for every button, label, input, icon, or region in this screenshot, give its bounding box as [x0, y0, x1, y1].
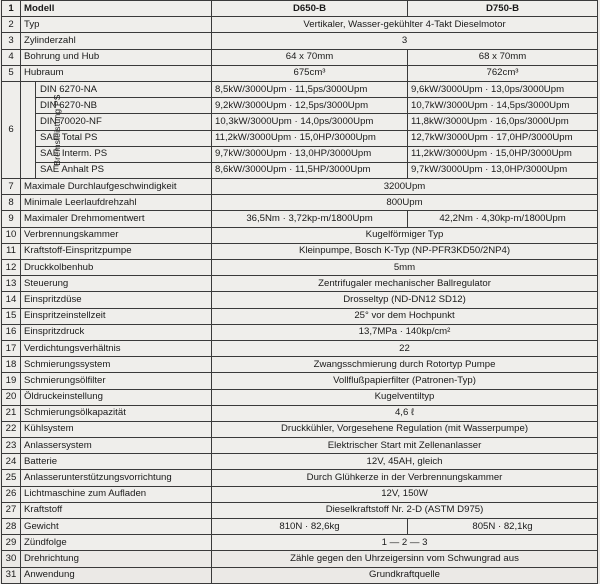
- row-label: Anlasserunterstützungsvorrichtung: [21, 470, 212, 486]
- value-shared: Zähle gegen den Uhrzeigersinn vom Schwungrad aus: [212, 551, 598, 567]
- row-number: 7: [2, 179, 21, 195]
- value-shared: 22: [212, 340, 598, 356]
- row-label: Lichtmaschine zum Aufladen: [21, 486, 212, 502]
- row-label: Einspritzeinstellzeit: [21, 308, 212, 324]
- row-number: 17: [2, 340, 21, 356]
- value-shared: Kugelventiltyp: [212, 389, 598, 405]
- value-d650b: 36,5Nm · 3,72kp-m/1800Upm: [212, 211, 408, 227]
- spec-row: [2, 308, 598, 324]
- header-label: Modell: [21, 1, 212, 17]
- row-number: 5: [2, 65, 21, 81]
- spec-row: [2, 389, 598, 405]
- value-shared: Elektrischer Start mit Zellenanlasser: [212, 438, 598, 454]
- spec-row: [2, 243, 598, 259]
- row-label: DIN 6270-NA: [36, 81, 212, 97]
- row-number: 23: [2, 438, 21, 454]
- row-label: Gewicht: [21, 519, 212, 535]
- value-d750b: 805N · 82,1kg: [408, 519, 598, 535]
- value-shared: Grundkraftquelle: [212, 567, 598, 583]
- value-shared: 4,6 ℓ: [212, 405, 598, 421]
- row-label: Schmierungsölkapazität: [21, 405, 212, 421]
- row-label: Öldruckeinstellung: [21, 389, 212, 405]
- row-number: 31: [2, 567, 21, 583]
- row-label: SAE Anhalt PS: [36, 162, 212, 178]
- row-number: 14: [2, 292, 21, 308]
- spec-row: [2, 227, 598, 243]
- spec-row: [2, 114, 598, 130]
- spec-row: [2, 179, 598, 195]
- row-label: Einspritzdüse: [21, 292, 212, 308]
- row-number: 4: [2, 49, 21, 65]
- spec-table-body: [2, 1, 598, 584]
- row-label: Steuerung: [21, 276, 212, 292]
- spec-row: [2, 17, 598, 33]
- row-label: Bohrung und Hub: [21, 49, 212, 65]
- value-shared: Zentrifugaler mechanischer Ballregulator: [212, 276, 598, 292]
- value-d650b: 8,6kW/3000Upm · 11,5HP/3000Upm: [212, 162, 408, 178]
- value-shared: 25° vor dem Hochpunkt: [212, 308, 598, 324]
- value-shared: Druckkühler, Vorgesehene Regulation (mit Wasserpumpe): [212, 421, 598, 437]
- value-d750b: 68 x 70mm: [408, 49, 598, 65]
- row-label: Hubraum: [21, 65, 212, 81]
- row-label: Kraftstoff: [21, 502, 212, 518]
- row-number: 27: [2, 502, 21, 518]
- row-number: 16: [2, 324, 21, 340]
- value-shared: 3: [212, 33, 598, 49]
- row-number: 20: [2, 389, 21, 405]
- value-shared: 12V, 45AH, gleich: [212, 454, 598, 470]
- value-d750b: 9,6kW/3000Upm · 13,0ps/3000Upm: [408, 81, 598, 97]
- value-d650b: 64 x 70mm: [212, 49, 408, 65]
- value-d750b: 11,8kW/3000Upm · 16,0ps/3000Upm: [408, 114, 598, 130]
- spec-row: [2, 324, 598, 340]
- row-label: Einspritzdruck: [21, 324, 212, 340]
- row-label: Schmierungssystem: [21, 357, 212, 373]
- row-label: Typ: [21, 17, 212, 33]
- value-shared: 12V, 150W: [212, 486, 598, 502]
- spec-row: [2, 438, 598, 454]
- engine-spec-table: [1, 0, 598, 584]
- row-label: Minimale Leerlaufdrehzahl: [21, 195, 212, 211]
- spec-row: [2, 405, 598, 421]
- row-number: 24: [2, 454, 21, 470]
- row-number: 3: [2, 33, 21, 49]
- row-number: 6: [2, 81, 21, 178]
- row-label: Anlassersystem: [21, 438, 212, 454]
- value-shared: 13,7MPa · 140kp/cm²: [212, 324, 598, 340]
- row-number: 15: [2, 308, 21, 324]
- spec-row: [2, 33, 598, 49]
- spec-row: [2, 373, 598, 389]
- row-label: Batterie: [21, 454, 212, 470]
- spec-row: [2, 260, 598, 276]
- row-label: Maximaler Drehmomentwert: [21, 211, 212, 227]
- spec-row: [2, 340, 598, 356]
- row-number: 30: [2, 551, 21, 567]
- row-number: 13: [2, 276, 21, 292]
- value-shared: 800Upm: [212, 195, 598, 211]
- row-number: 10: [2, 227, 21, 243]
- row-label: DIN 70020-NF: [36, 114, 212, 130]
- row-number: 19: [2, 373, 21, 389]
- value-shared: 3200Upm: [212, 179, 598, 195]
- value-d750b: 762cm³: [408, 65, 598, 81]
- row-label: Kühlsystem: [21, 421, 212, 437]
- value-d650b: 9,7kW/3000Upm · 13,0HP/3000Upm: [212, 146, 408, 162]
- spec-row: [2, 146, 598, 162]
- value-d650b: 810N · 82,6kg: [212, 519, 408, 535]
- row-label: Anwendung: [21, 567, 212, 583]
- row-label: Druckkolbenhub: [21, 260, 212, 276]
- row-number: 9: [2, 211, 21, 227]
- power-group-vertical-text: Bremsleistung PS: [51, 93, 62, 166]
- row-number: 21: [2, 405, 21, 421]
- value-shared: 5mm: [212, 260, 598, 276]
- row-label: SAE Total PS: [36, 130, 212, 146]
- spec-row: [2, 162, 598, 178]
- row-number: 25: [2, 470, 21, 486]
- spec-row: [2, 551, 598, 567]
- power-group-label: [21, 81, 62, 178]
- row-number: 12: [2, 260, 21, 276]
- spec-row: [2, 81, 598, 97]
- spec-row: [2, 49, 598, 65]
- spec-row: [2, 454, 598, 470]
- spec-row: [2, 470, 598, 486]
- spec-row: [2, 211, 598, 227]
- spec-row: [2, 357, 598, 373]
- row-label: SAE Interm. PS: [36, 146, 212, 162]
- row-label: Schmierungsölfilter: [21, 373, 212, 389]
- value-d750b: 11,2kW/3000Upm · 15,0HP/3000Upm: [408, 146, 598, 162]
- row-label: Verbrennungskammer: [21, 227, 212, 243]
- spec-sheet: [1, 0, 598, 581]
- value-shared: Durch Glühkerze in der Verbrennungskammer: [212, 470, 598, 486]
- row-number: 28: [2, 519, 21, 535]
- spec-row: [2, 65, 598, 81]
- spec-row: [2, 98, 598, 114]
- value-d750b: 12,7kW/3000Upm · 17,0HP/3000Upm: [408, 130, 598, 146]
- spec-row: [2, 130, 598, 146]
- row-number: 26: [2, 486, 21, 502]
- value-d750b: 42,2Nm · 4,30kp-m/1800Upm: [408, 211, 598, 227]
- row-number: 8: [2, 195, 21, 211]
- header-number: 1: [2, 1, 21, 17]
- value-d650b: 9,2kW/3000Upm · 12,5ps/3000Upm: [212, 98, 408, 114]
- spec-row: [2, 292, 598, 308]
- row-label: Verdichtungsverhältnis: [21, 340, 212, 356]
- spec-row: [2, 519, 598, 535]
- row-label: Drehrichtung: [21, 551, 212, 567]
- value-d750b: 10,7kW/3000Upm · 14,5ps/3000Upm: [408, 98, 598, 114]
- header-row: [2, 1, 598, 17]
- model-d750b-header: D750-B: [408, 1, 598, 17]
- row-number: 18: [2, 357, 21, 373]
- spec-row: [2, 486, 598, 502]
- value-shared: Drosseltyp (ND-DN12 SD12): [212, 292, 598, 308]
- value-d650b: 11,2kW/3000Upm · 15,0HP/3000Upm: [212, 130, 408, 146]
- row-number: 22: [2, 421, 21, 437]
- value-shared: Kugelförmiger Typ: [212, 227, 598, 243]
- row-label: Zündfolge: [21, 535, 212, 551]
- value-d750b: 9,7kW/3000Upm · 13,0HP/3000Upm: [408, 162, 598, 178]
- value-shared: Dieselkraftstoff Nr. 2-D (ASTM D975): [212, 502, 598, 518]
- value-d650b: 8,5kW/3000Upm · 11,5ps/3000Upm: [212, 81, 408, 97]
- row-label: Zylinderzahl: [21, 33, 212, 49]
- row-label: Maximale Durchlaufgeschwindigkeit: [21, 179, 212, 195]
- spec-row: [2, 535, 598, 551]
- value-shared: Vertikaler, Wasser-gekühlter 4-Takt Dieselmotor: [212, 17, 598, 33]
- value-shared: Vollflußpapierfilter (Patronen-Typ): [212, 373, 598, 389]
- value-d650b: 10,3kW/3000Upm · 14,0ps/3000Upm: [212, 114, 408, 130]
- spec-row: [2, 567, 598, 583]
- row-number: 11: [2, 243, 21, 259]
- spec-row: [2, 195, 598, 211]
- row-label: Kraftstoff-Einspritzpumpe: [21, 243, 212, 259]
- spec-row: [2, 502, 598, 518]
- value-d650b: 675cm³: [212, 65, 408, 81]
- value-shared: Kleinpumpe, Bosch K-Typ (NP-PFR3KD50/2NP4): [212, 243, 598, 259]
- row-number: 2: [2, 17, 21, 33]
- row-label: DIN 6270-NB: [36, 98, 212, 114]
- spec-row: [2, 421, 598, 437]
- value-shared: Zwangsschmierung durch Rotortyp Pumpe: [212, 357, 598, 373]
- model-d650b-header: D650-B: [212, 1, 408, 17]
- row-number: 29: [2, 535, 21, 551]
- spec-row: [2, 276, 598, 292]
- value-shared: 1 — 2 — 3: [212, 535, 598, 551]
